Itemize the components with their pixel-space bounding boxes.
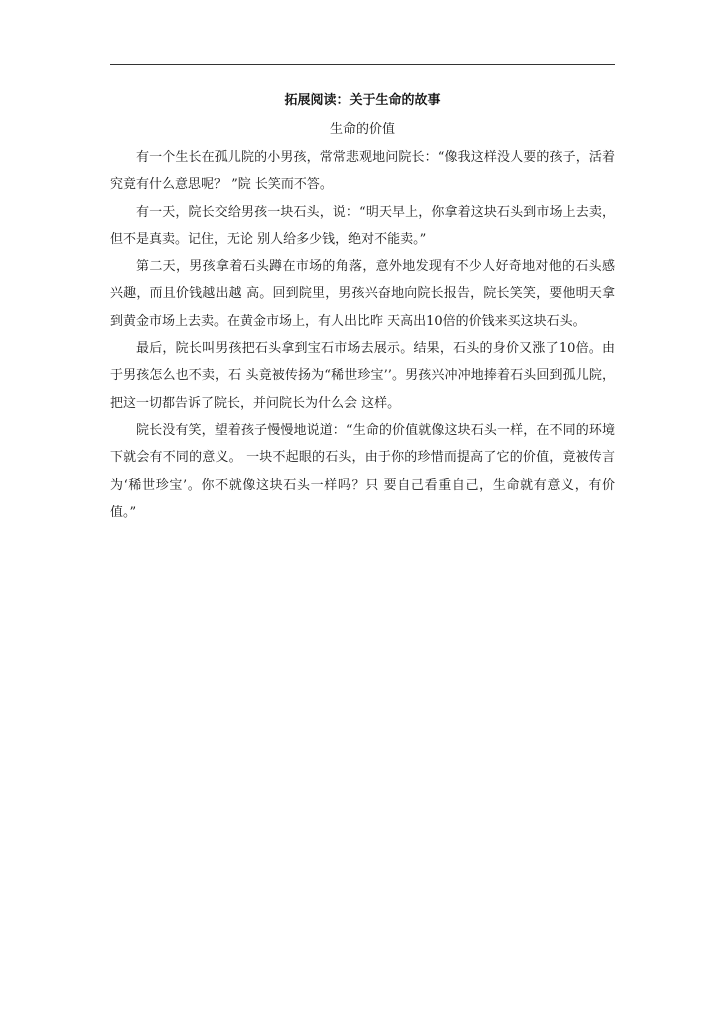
paragraph: 有一个生长在孤儿院的小男孩，常常悲观地问院长：“像我这样没人要的孩子，活着究竟有什么意思呢？ ”院 长笑而不答。 <box>110 150 615 193</box>
article-body <box>110 144 615 526</box>
paragraph: 院长没有笑，望着孩子慢慢地说道：“生命的价值就像这块石头一样，在不同的环境下就会有不同的意义。 一块不起眼的石头，由于你的珍惜而提高了它的价值，竟被传言为‘稀世珍宝’。你不就像这块石头一样吗？只 要自己看重自己，生命就有意义，有价值。” <box>110 422 615 520</box>
article-heading: 拓展阅读：关于生命的故事 <box>284 93 441 108</box>
paragraph: 有一天，院长交给男孩一块石头，说：“明天早上，你拿着这块石头到市场上去卖，但不是真卖。记住，无论 别人给多少钱，绝对不能卖。” <box>110 204 615 247</box>
article-subheading: 生命的价值 <box>329 122 395 137</box>
paragraph: 第二天，男孩拿着石头蹲在市场的角落，意外地发现有不少人好奇地对他的石头感兴趣，而且价钱越出越 高。回到院里，男孩兴奋地向院长报告，院长笑笑，要他明天拿到黄金市场上去卖。在黄金市场上，有人出比昨 天高出10倍的价钱来买这块石头。 <box>110 259 615 329</box>
header-rule <box>110 64 615 65</box>
paragraph: 最后，院长叫男孩把石头拿到宝石市场去展示。结果，石头的身价又涨了10倍。由于男孩怎么也不卖，石 头竟被传扬为“稀世珍宝’’。男孩兴冲冲地捧着石头回到孤儿院，把这一切都告诉了院长，并问院长为什么会 这样。 <box>110 341 615 411</box>
